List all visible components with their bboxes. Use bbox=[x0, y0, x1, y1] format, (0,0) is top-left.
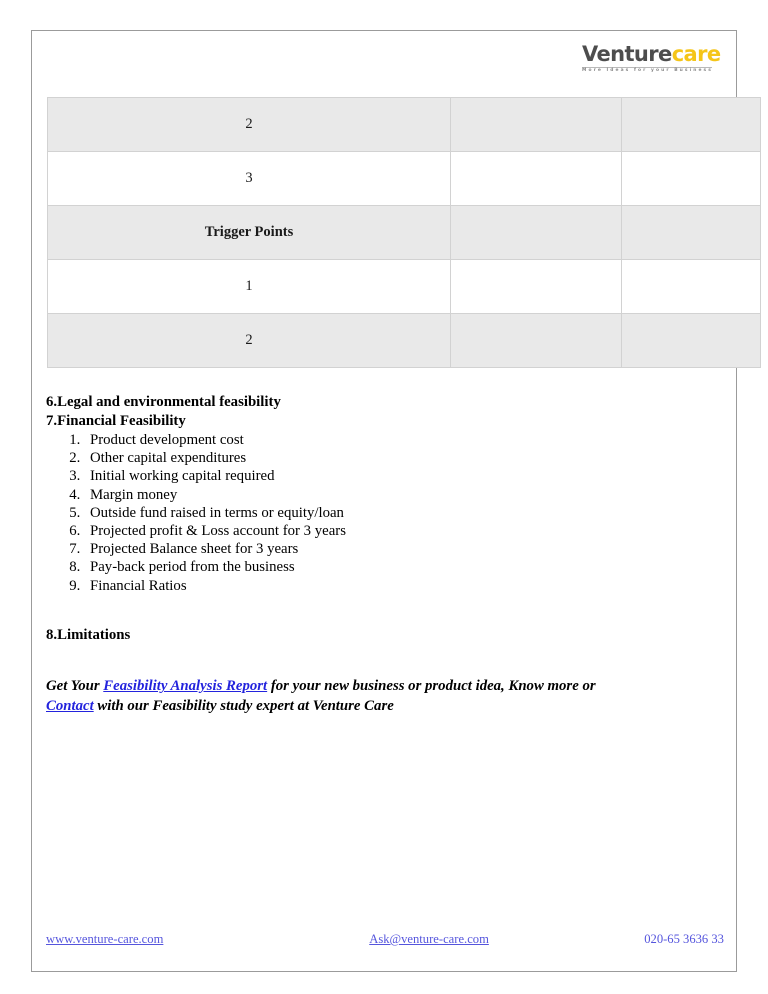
heading-limitations: 8.Limitations bbox=[46, 626, 131, 643]
table-cell-label: 2 bbox=[48, 314, 451, 368]
table-cell-value bbox=[622, 314, 761, 368]
table-cell-value bbox=[622, 98, 761, 152]
table-cell-label: 2 bbox=[48, 98, 451, 152]
table-row bbox=[48, 260, 761, 314]
table-row bbox=[48, 314, 761, 368]
list-item: 6. Projected profit & Loss account for 3 years bbox=[84, 522, 706, 540]
list-item: 3. Initial working capital required bbox=[84, 467, 706, 485]
logo-word-care: care bbox=[671, 42, 721, 66]
feasibility-analysis-report-link[interactable]: Feasibility Analysis Report bbox=[103, 678, 268, 695]
list-item: 2. Other capital expenditures bbox=[84, 449, 706, 467]
table-row bbox=[48, 152, 761, 206]
table-cell-value bbox=[451, 314, 622, 368]
footer-phone-container bbox=[554, 932, 724, 947]
heading-legal-environmental-feasibility: 6.Legal and environmental feasibility bbox=[46, 394, 281, 410]
cta-text-part3: with our Feasibility study expert at Venture Care bbox=[93, 697, 394, 714]
document-body bbox=[46, 393, 706, 716]
contact-link[interactable]: Contact bbox=[46, 697, 94, 714]
logo-wordmark bbox=[582, 42, 721, 66]
call-to-action-paragraph bbox=[46, 677, 646, 716]
footer-phone-number: 020-65 3636 33 bbox=[644, 932, 724, 946]
table-cell-value bbox=[622, 206, 761, 260]
list-item: 1. Product development cost bbox=[84, 431, 706, 449]
list-item: 5. Outside fund raised in terms or equity/loan bbox=[84, 504, 706, 522]
footer-website-link[interactable]: www.venture-care.com bbox=[46, 932, 164, 946]
cta-text-part2: for your new business or product idea, Know more or bbox=[267, 678, 596, 695]
list-item: 4. Margin money bbox=[84, 486, 706, 504]
document-page bbox=[31, 30, 737, 972]
table-cell-value bbox=[622, 152, 761, 206]
table-body bbox=[48, 98, 761, 368]
table-cell-value bbox=[622, 260, 761, 314]
footer-website-container bbox=[46, 932, 304, 947]
table-cell-value bbox=[451, 260, 622, 314]
table-cell-value bbox=[451, 98, 622, 152]
page-footer bbox=[46, 932, 724, 947]
trigger-points-table bbox=[47, 97, 761, 368]
table-cell-value bbox=[451, 206, 622, 260]
list-item: 9. Financial Ratios bbox=[84, 577, 706, 595]
cta-text-part1: Get Your bbox=[46, 678, 104, 695]
financial-feasibility-list bbox=[46, 431, 706, 595]
logo-word-venture: Venture bbox=[582, 42, 672, 66]
table-cell-label: 1 bbox=[48, 260, 451, 314]
table-cell-label: 3 bbox=[48, 152, 451, 206]
venture-care-logo bbox=[582, 42, 721, 73]
list-item: 8. Pay-back period from the business bbox=[84, 558, 706, 576]
table-row-header bbox=[48, 206, 761, 260]
footer-email-container bbox=[304, 932, 555, 947]
footer-email-link[interactable]: Ask@venture-care.com bbox=[369, 932, 489, 946]
logo-tagline: More Ideas for your Business bbox=[582, 68, 713, 73]
table-row bbox=[48, 98, 761, 152]
list-item: 7. Projected Balance sheet for 3 years bbox=[84, 540, 706, 558]
heading-financial-feasibility: 7.Financial Feasibility bbox=[46, 412, 186, 429]
table-cell-label: Trigger Points bbox=[48, 206, 451, 260]
table-cell-value bbox=[451, 152, 622, 206]
